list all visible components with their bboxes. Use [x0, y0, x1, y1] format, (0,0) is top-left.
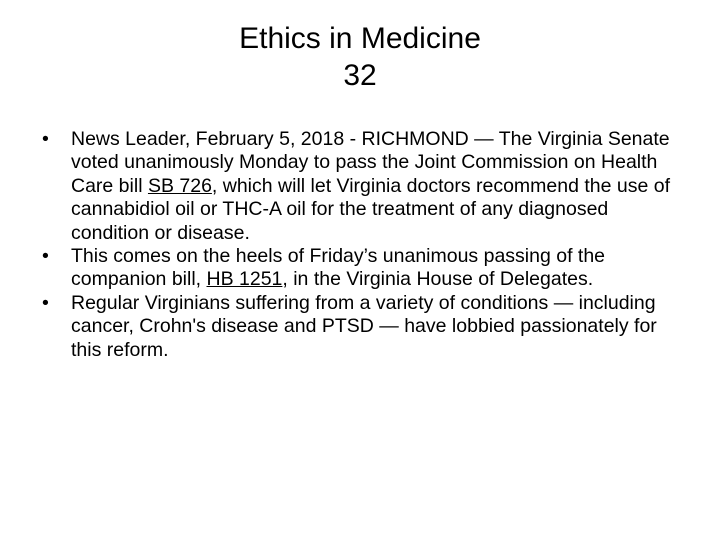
title-text: Ethics in Medicine — [239, 22, 481, 55]
bullet-marker: • — [42, 291, 49, 314]
hb-1251-link[interactable]: HB 1251 — [206, 268, 283, 291]
bullet-marker: • — [42, 245, 49, 268]
bullet-item-senate-vote — [36, 128, 686, 245]
slide-title — [60, 20, 660, 94]
bullet-list — [36, 128, 686, 362]
bullet-text: , which will let Virginia doctors recommend the use of cannabidiol oil or THC-A oil for the treatment of any diagnosed condition or disease. — [71, 174, 671, 244]
sb-726-link[interactable]: SB 726 — [147, 174, 212, 197]
bullet-item-house-vote — [36, 245, 686, 292]
bullet-marker: • — [42, 128, 49, 150]
bullet-item-lobbying — [36, 292, 686, 362]
bullet-text: News Leader, February 5, 2018 - RICHMOND — The Virginia Senate voted unanimously Monday to pass the Joint Commission on Health Care bill — [71, 128, 670, 197]
bullet-text: Regular Virginians suffering from a variety of conditions — including cancer, Crohn's disease and PTSD — have lobbied passionately for this reform. — [71, 291, 657, 361]
bullet-text: This comes on the heels of Friday’s unanimous passing of the companion bill, — [71, 245, 606, 291]
bullet-text: , in the Virginia House of Delegates. — [282, 268, 594, 291]
slide-number: 32 — [343, 59, 377, 92]
